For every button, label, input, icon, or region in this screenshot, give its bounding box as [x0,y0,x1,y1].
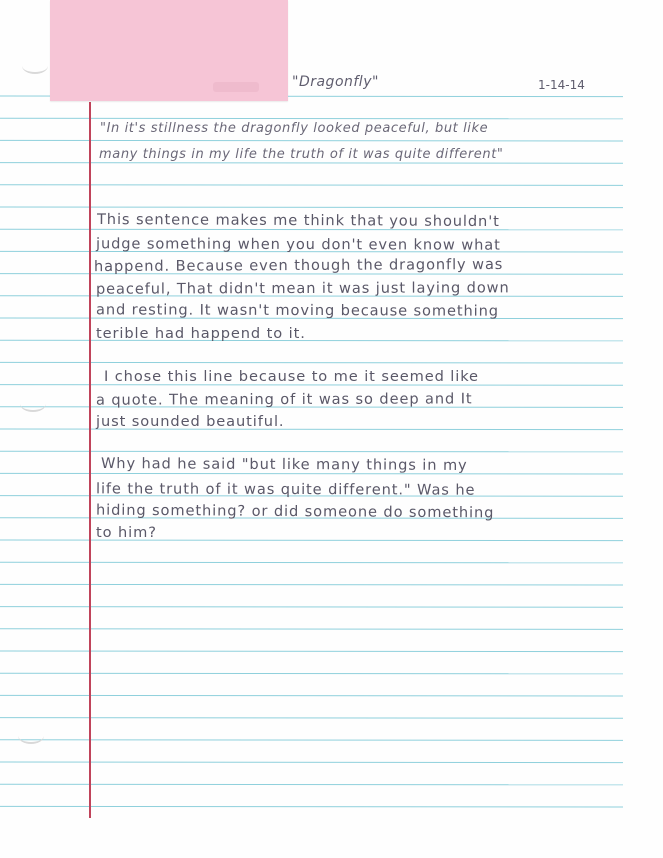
ruled-line [0,784,623,785]
paragraph-2-line: I chose this line because to me it seemed like [104,368,479,385]
ruled-line [0,163,623,164]
ruled-line [0,673,623,674]
paragraph-1-line: happend. Because even though the dragonfly was [93,255,504,276]
binder-hole-top [22,58,48,74]
ruled-line [0,695,623,696]
ruled-line [0,362,623,363]
paragraph-2-line: a quote. The meaning of it was so deep and It [95,390,473,409]
ruled-line [0,740,623,741]
ruled-line [0,806,623,807]
ruled-line [0,473,623,474]
ruled-line [0,718,623,719]
paragraph-1-line: This sentence makes me think that you shouldn't [96,210,500,231]
ruled-line [0,118,623,119]
paragraph-3-line: Why had he said "but like many things in my [100,455,468,474]
paragraph-3-line: to him? [96,524,157,541]
page-title: "Dragonfly" [292,74,379,90]
ruled-line [0,140,623,141]
ruled-line [0,629,623,630]
paragraph-1-line: and resting. It wasn't moving because something [95,301,499,320]
paragraph-3-line: hiding something? or did someone do something [95,501,495,522]
binder-hole-middle [20,396,46,412]
paragraph-1-line: judge something when you don't even know what [95,235,501,254]
ruled-line [0,562,623,563]
ruled-line [0,584,623,585]
ruled-line [0,185,623,186]
paragraph-1-line: peaceful, That didn't mean it was just laying down [95,279,510,298]
paragraph-1-line: terible had happend to it. [96,325,306,342]
quote-line: "In it's stillness the dragonfly looked peaceful, but like [100,121,489,136]
binder-hole-bottom [18,728,44,744]
quote-line: many things in my life the truth of it was quite different" [99,147,504,162]
ruled-line [0,762,623,763]
ruled-line [0,340,623,341]
ruled-line [0,451,623,452]
ruled-line [0,540,623,541]
paragraph-2-line: just sounded beautiful. [96,413,285,430]
margin-line [89,102,91,818]
ruled-line [0,607,623,608]
ruled-line [0,207,623,208]
sticky-note [50,0,288,101]
ruled-line [0,229,623,230]
ruled-line [0,429,623,430]
sticky-note-smudge [213,82,259,92]
paragraph-3-line: life the truth of it was quite different." Was he [95,480,476,499]
date: 1-14-14 [538,78,585,92]
ruled-line [0,651,623,652]
